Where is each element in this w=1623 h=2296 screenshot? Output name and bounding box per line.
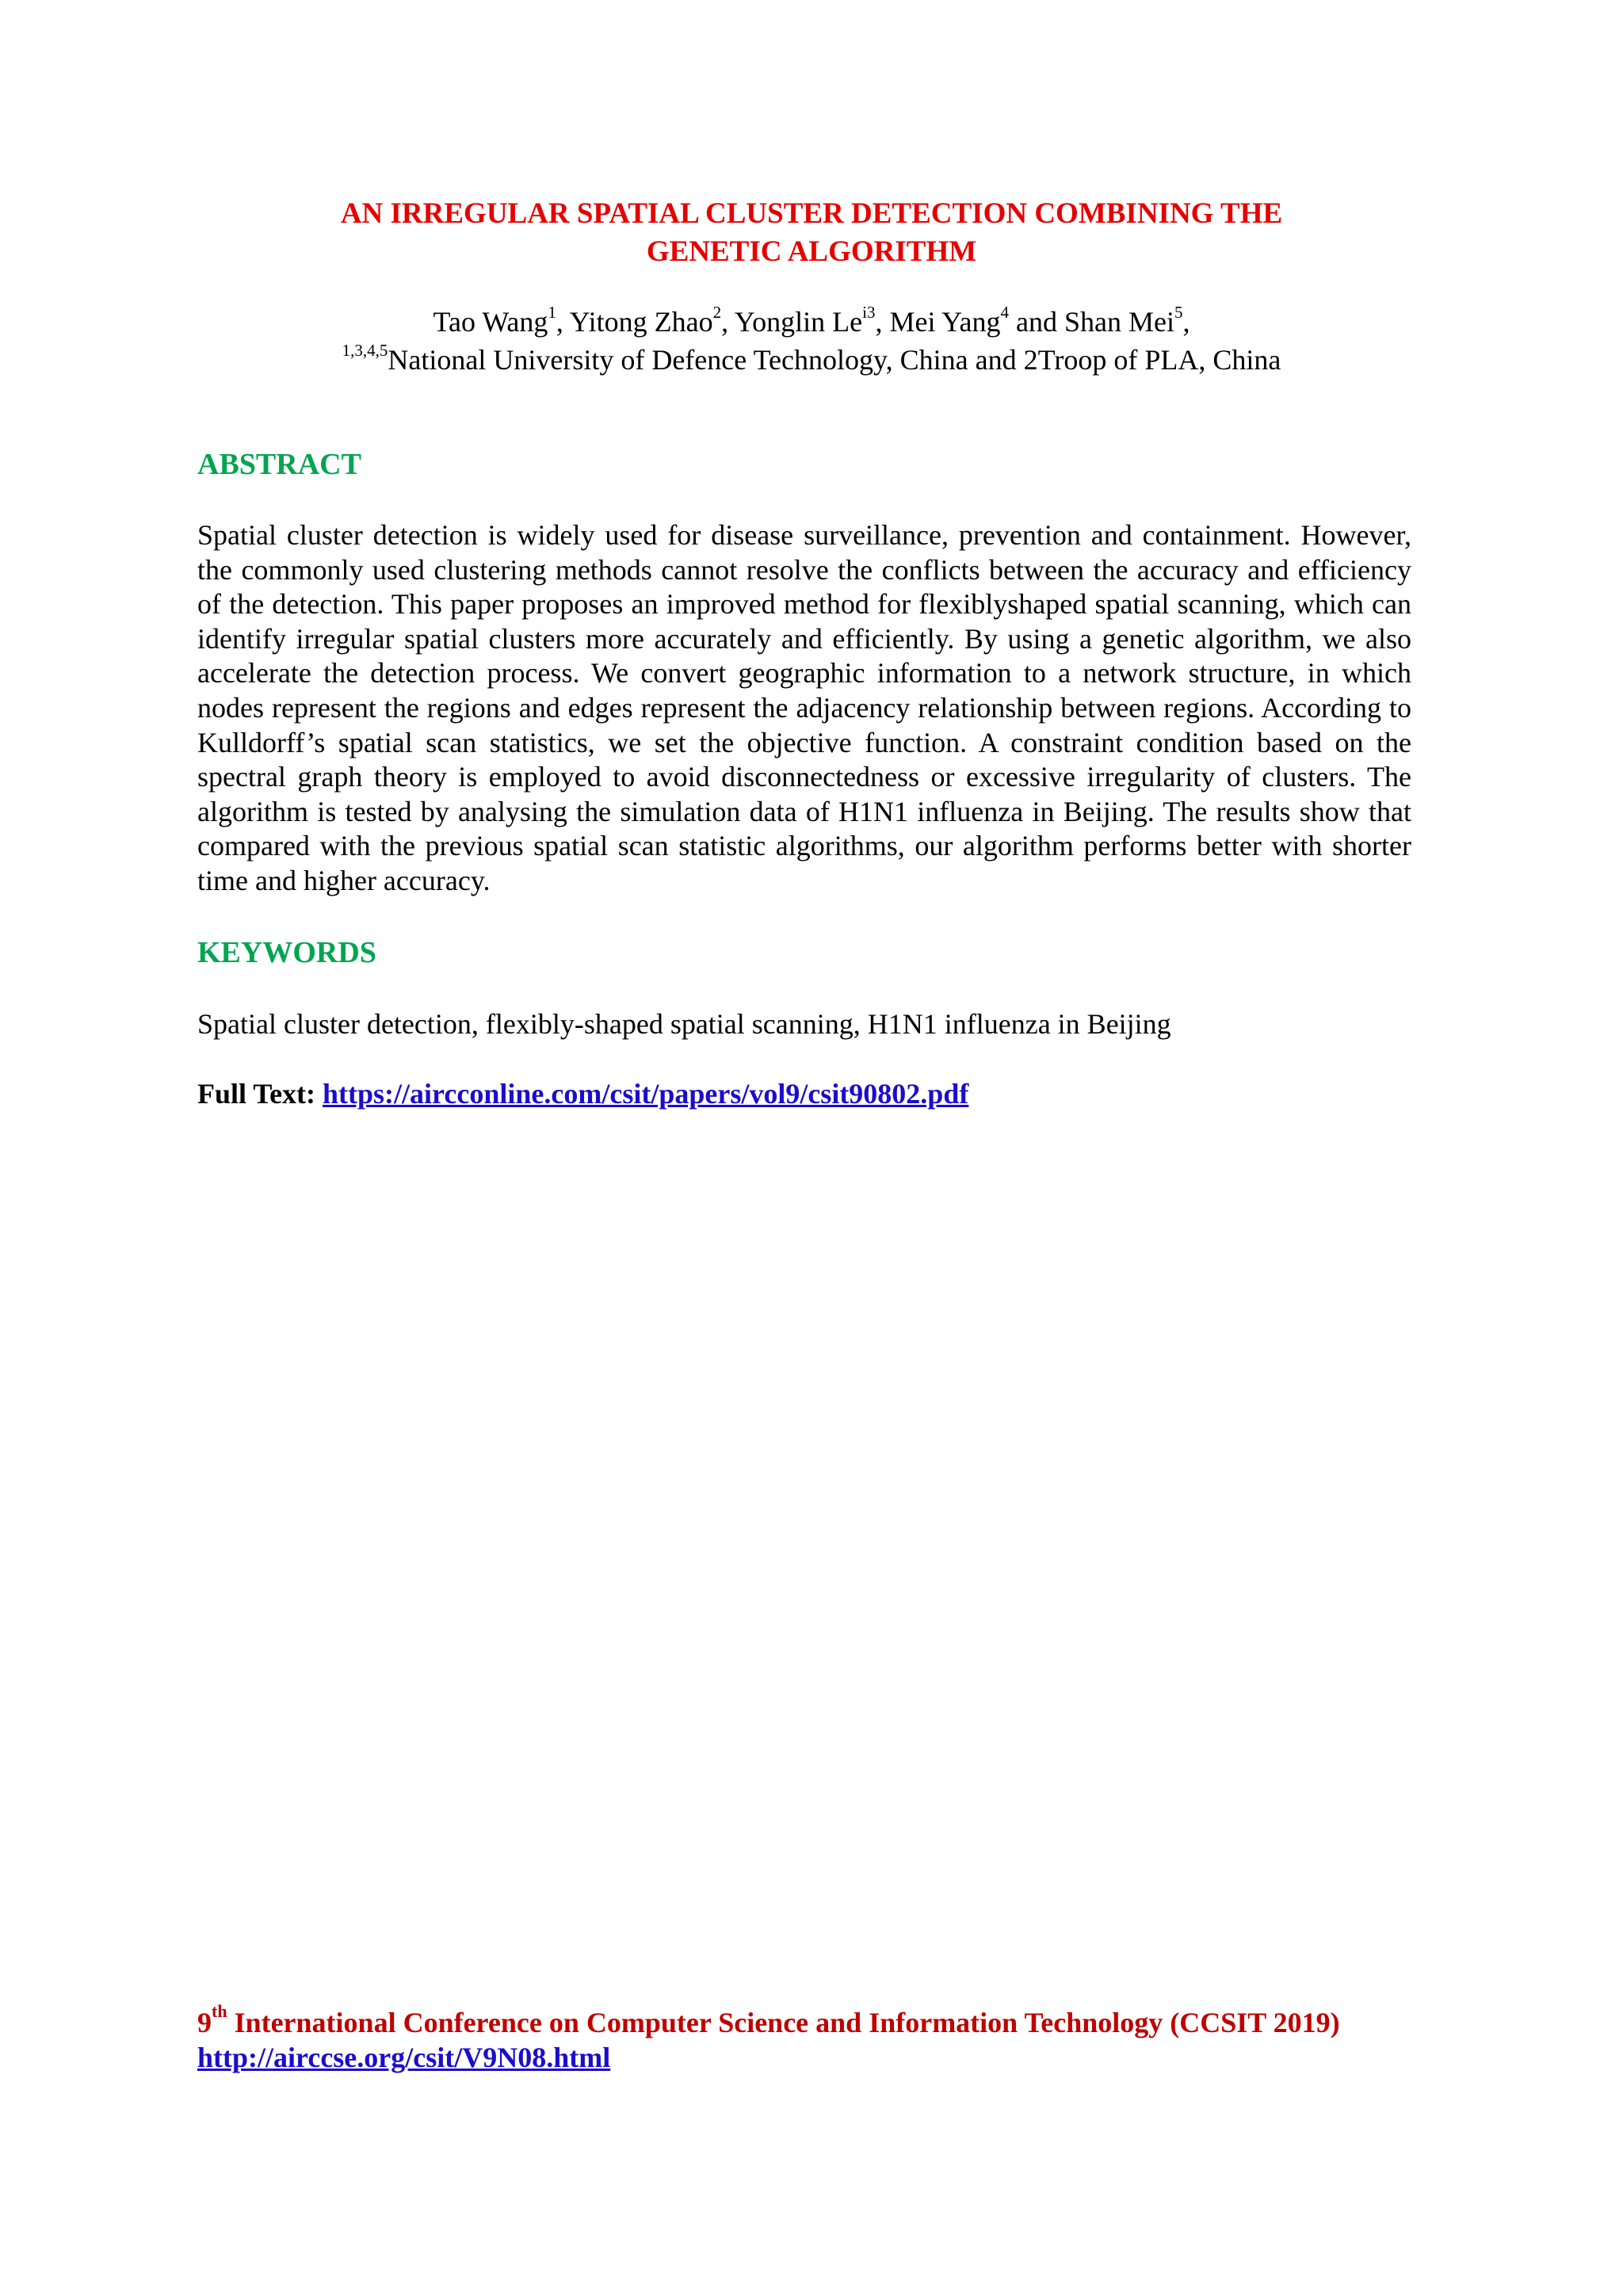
conference-footer — [197, 2001, 1340, 2075]
author-2: , Yitong Zhao — [556, 306, 713, 338]
full-text-label: Full Text: — [197, 1078, 323, 1110]
paper-title — [0, 195, 1623, 271]
title-line-2: GENETIC ALGORITHM — [646, 235, 977, 268]
full-text-line — [197, 1075, 968, 1113]
affiliation-marker: 1,3,4,5 — [342, 341, 388, 360]
abstract-heading: ABSTRACT — [197, 448, 361, 481]
keywords-body: Spatial cluster detection, flexibly-shaped spatial scanning, H1N1 influenza in Beijing — [197, 1008, 1171, 1040]
author-list — [0, 303, 1623, 341]
author-block — [0, 303, 1623, 379]
author-3: , Yonglin Le — [721, 306, 863, 338]
author-5-affil: 5 — [1174, 303, 1183, 322]
author-5: and Shan Mei — [1008, 306, 1174, 338]
title-line-1: AN IRREGULAR SPATIAL CLUSTER DETECTION COMBINING THE — [340, 197, 1283, 230]
affiliation-text: National University of Defence Technology, China and 2Troop of PLA, China — [388, 344, 1281, 376]
conference-title: International Conference on Computer Science and Information Technology (CCSIT 2019) — [227, 2007, 1340, 2038]
keywords-heading: KEYWORDS — [197, 936, 376, 969]
author-2-affil: 2 — [712, 303, 722, 322]
conference-ordinal-suffix: th — [212, 2001, 227, 2021]
conference-link[interactable]: http://airccse.org/csit/V9N08.html — [197, 2042, 611, 2073]
author-4: , Mei Yang — [875, 306, 1001, 338]
affiliation — [0, 341, 1623, 379]
full-text-link[interactable]: https://aircconline.com/csit/papers/vol9/csit90802.pdf — [323, 1078, 969, 1110]
author-3-affil: i3 — [862, 303, 876, 322]
author-4-affil: 4 — [1000, 303, 1009, 322]
author-1-affil: 1 — [548, 303, 556, 322]
conference-name — [197, 2001, 1340, 2040]
author-1: Tao Wang — [433, 306, 548, 338]
author-list-tail: , — [1182, 306, 1190, 338]
abstract-body: Spatial cluster detection is widely used for disease surveillance, prevention and containment. However, the commonly used clustering methods cannot resolve the conflicts between the accuracy and efficiency of the detection. This paper proposes an improved method for flexiblyshaped spatial scanning, which can identify irregular spatial clusters more accurately and efficiently. By using a genetic algorithm, we also accelerate the detection process. We convert geographic information to a network structure, in which nodes represent the regions and edges represent the adjacency relationship between regions. According to Kulldorff’s spatial scan statistics, we set the objective function. A constraint condition based on the spectral graph theory is employed to avoid disconnectedness or excessive irregularity of clusters. The algorithm is tested by analysing the simulation data of H1N1 influenza in Beijing. The results show that compared with the previous spatial scan statistic algorithms, our algorithm performs better with shorter time and higher accuracy. — [197, 519, 1411, 896]
conference-ordinal: 9 — [197, 2007, 212, 2038]
